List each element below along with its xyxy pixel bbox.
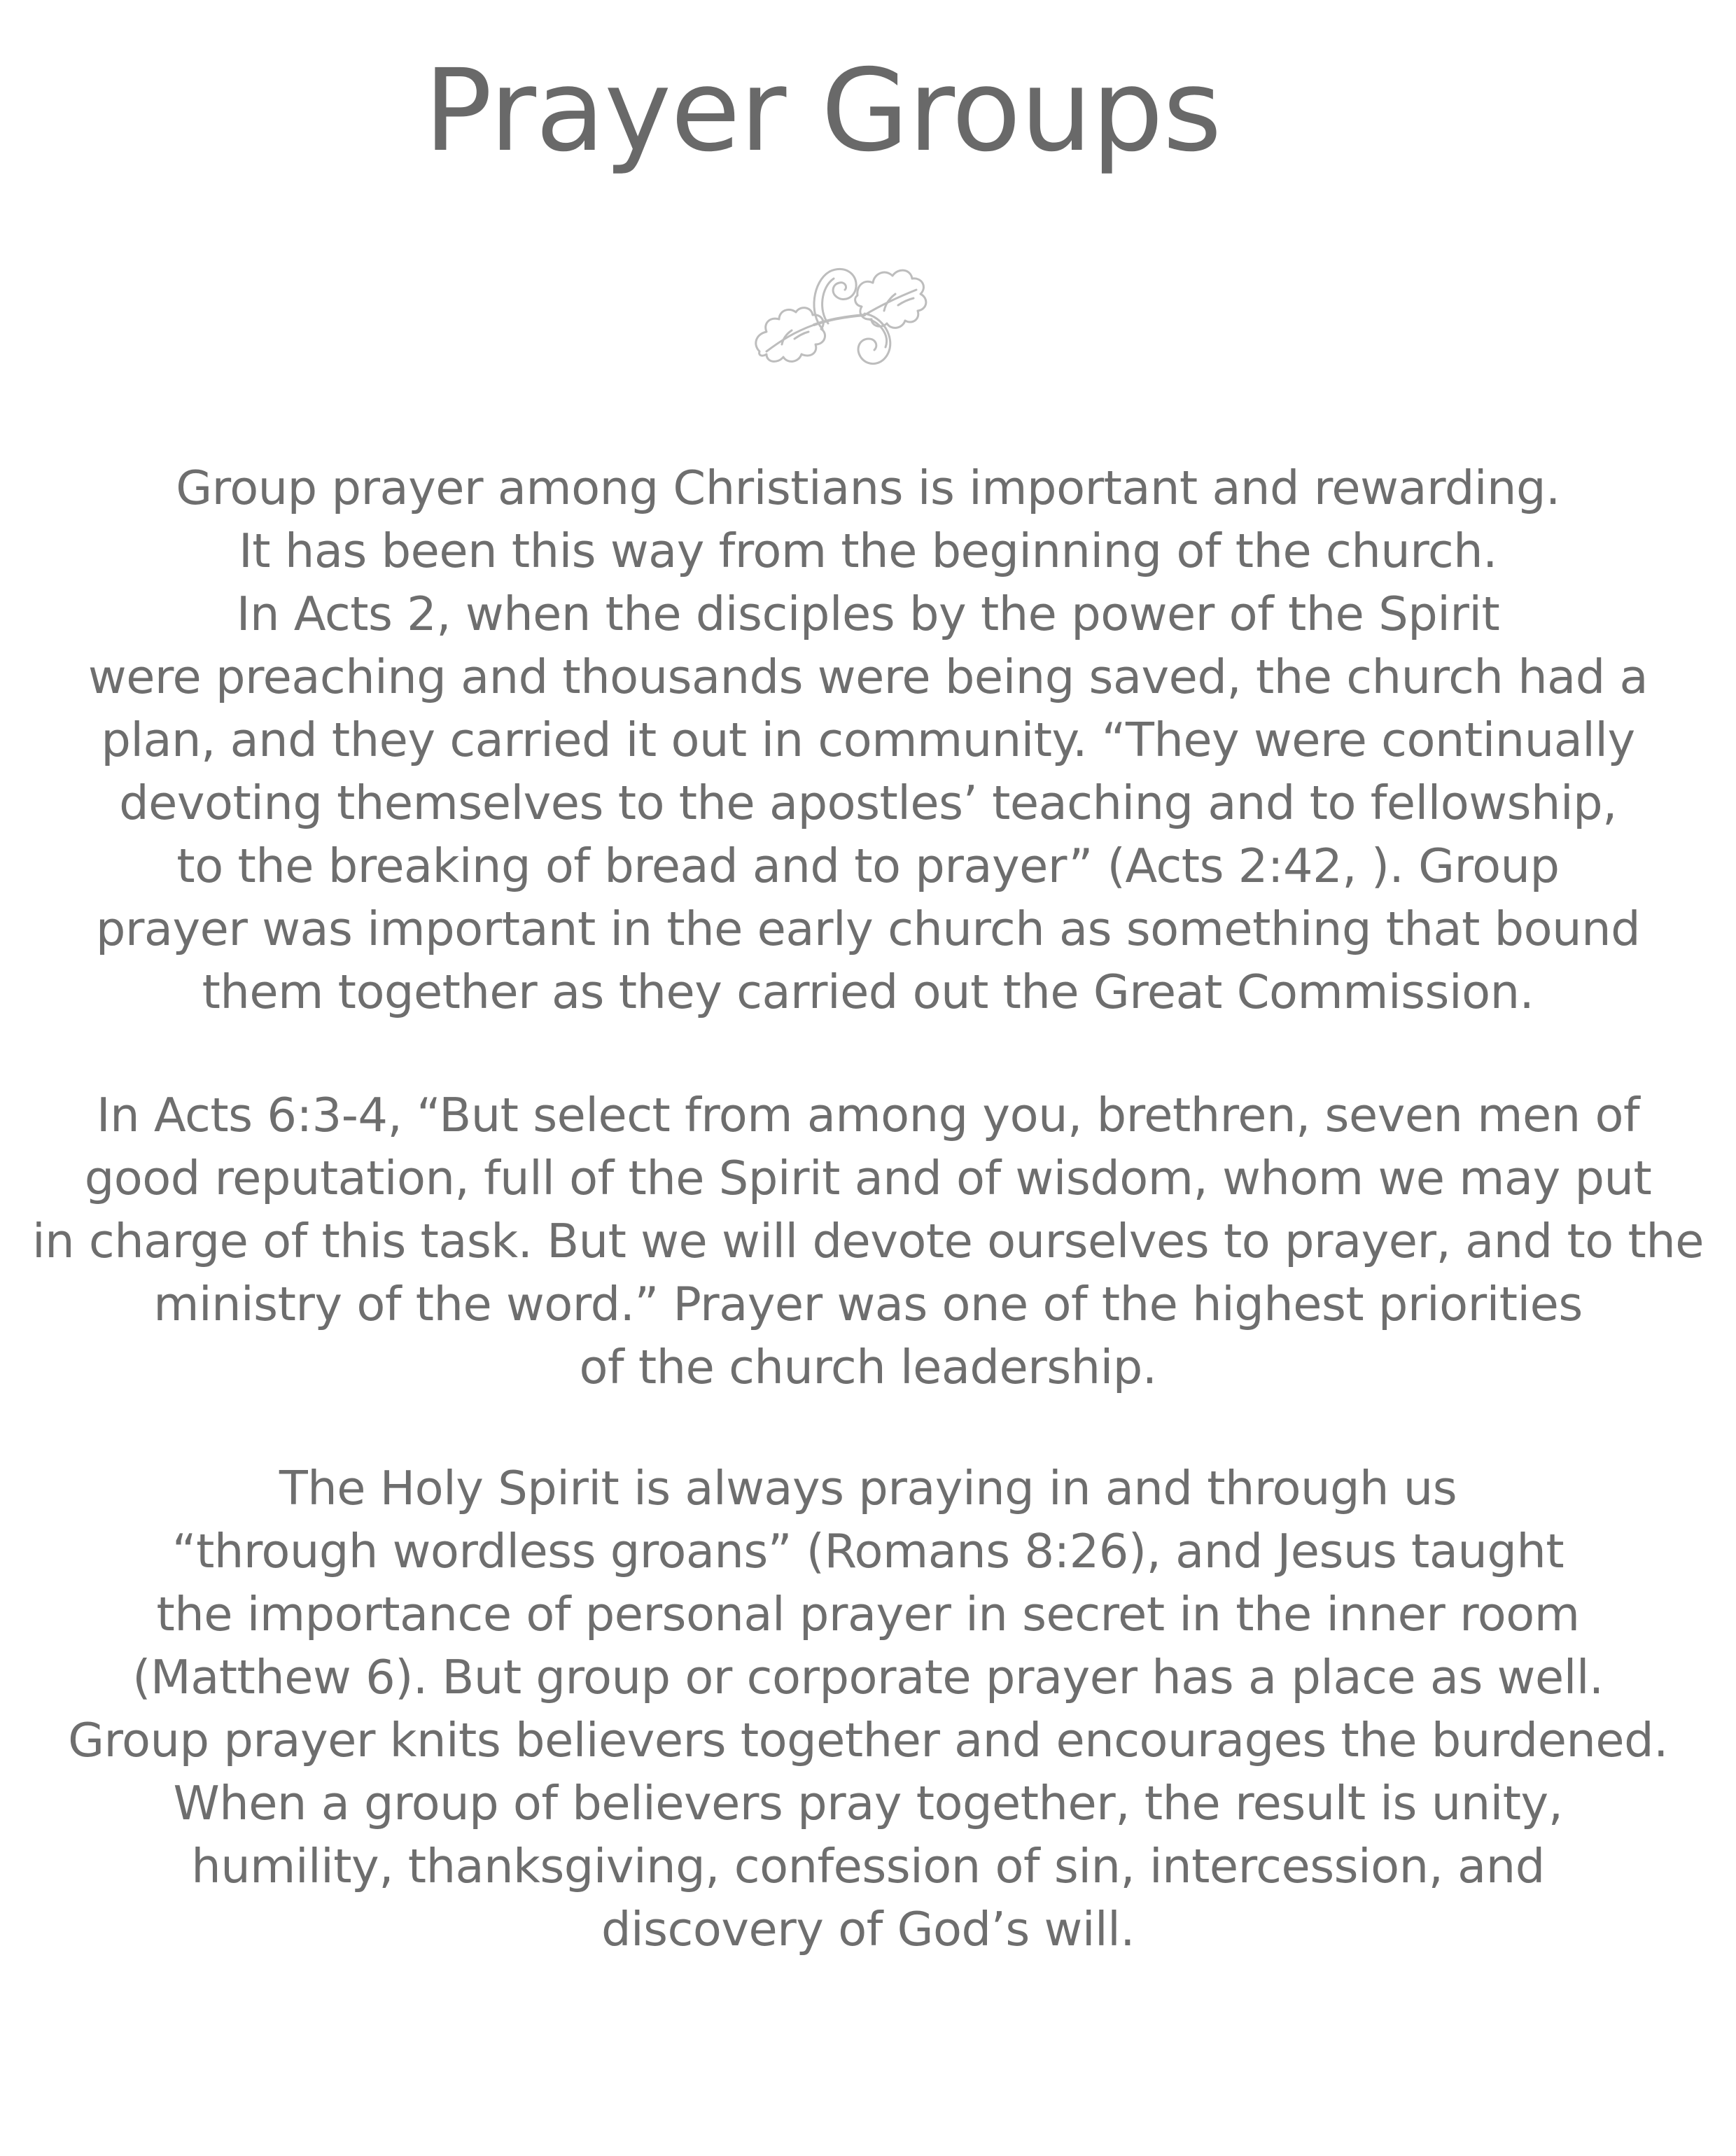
text-line: It has been this way from the beginning of the church. (239, 524, 1497, 578)
text-line: When a group of believers pray together, the result is unity, (173, 1776, 1563, 1830)
leaf-scroll-ornament-icon (746, 246, 948, 372)
text-line: discovery of God’s will. (601, 1902, 1135, 1956)
text-line: Group prayer knits believers together and encourages the burdened. (68, 1713, 1668, 1768)
text-line: devoting themselves to the apostles’ teaching and to fellowship, (119, 776, 1617, 830)
text-line: In Acts 2, when the disciples by the power of the Spirit (236, 587, 1500, 641)
paragraph-1 (0, 456, 1736, 1023)
text-line: prayer was important in the early church as something that bound (95, 902, 1641, 956)
text-line: in charge of this task. But we will devote ourselves to prayer, and to the (31, 1214, 1704, 1268)
text-line: Group prayer among Christians is important and rewarding. (176, 461, 1560, 515)
page-title: Prayer Groups (424, 46, 1222, 177)
text-line: of the church leadership. (579, 1340, 1157, 1394)
text-line: plan, and they carried it out in community. “They were continually (101, 713, 1635, 767)
paragraph-3 (0, 1457, 1736, 1961)
text-line: ministry of the word.” Prayer was one of the highest priorities (153, 1277, 1583, 1331)
text-line: (Matthew 6). But group or corporate prayer has a place as well. (132, 1650, 1604, 1704)
paragraph-2 (0, 1084, 1736, 1399)
text-line: were preaching and thousands were being saved, the church had a (88, 650, 1648, 704)
text-line: them together as they carried out the Great Commission. (202, 965, 1534, 1019)
text-line: humility, thanksgiving, confession of sin, intercession, and (191, 1839, 1545, 1893)
text-line: the importance of personal prayer in secret in the inner room (156, 1587, 1580, 1642)
text-line: The Holy Spirit is always praying in and through us (279, 1461, 1457, 1516)
text-line: good reputation, full of the Spirit and of wisdom, whom we may put (84, 1151, 1652, 1205)
text-line: In Acts 6:3-4, “But select from among you, brethren, seven men of (96, 1088, 1640, 1142)
text-line: “through wordless groans” (Romans 8:26), and Jesus taught (172, 1524, 1564, 1578)
text-line: to the breaking of bread and to prayer” (Acts 2:42, ). Group (176, 839, 1560, 893)
